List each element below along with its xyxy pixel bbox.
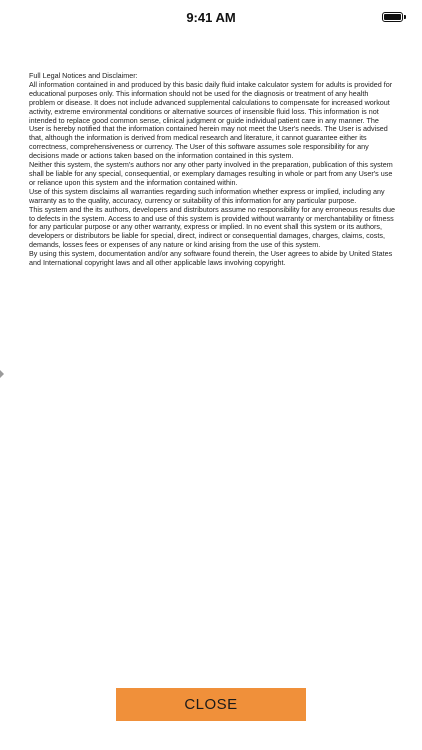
legal-paragraph: By using this system, documentation and/or any software found therein, the User agrees to abide by United States and International copyright laws and all other applicable laws involving copyright.	[29, 249, 393, 268]
battery-tip	[404, 15, 406, 19]
close-button[interactable]: CLOSE	[116, 688, 306, 721]
legal-paragraph: All information contained in and produced by this basic daily fluid intake calculator system for adults is provided for educational purposes only. This information should not be used for the diagnosis or treatment of any health problem or disease. It does not include advanced supplemental calculations to compensate for increased workout activity, extreme environmental conditions or alternative sources of insensible fluid loss. This information is not intended to replace good common sense, clinical judgment or guide individual patient care in any manner. The User is hereby notified that the information contained herein may not meet the User's needs. The User is advised that, although the information is derived from medical research and literature, it cannot guarantee either its correctness, comprehensiveness or currency. The User of this software assumes sole responsibility for any decisions made or actions taken based on the information contained in this system.	[29, 79, 393, 161]
legal-paragraph: Neither this system, the system's authors nor any other party involved in the preparation, publication of this system shall be liable for any special, consequential, or exemplary damages resulting in whole or part from any User's use or reliance upon this system and the information contained within.	[29, 160, 393, 187]
legal-paragraph: Use of this system disclaims all warranties regarding such information whether express or implied, including any warranty as to the quality, accuracy, currency or suitability of this information for any particular purpose.	[29, 186, 385, 205]
legal-paragraph: This system and the its authors, developers and distributors assume no responsibility for any erroneous results due to defects in the system. Access to and use of this system is provided without warranty or merchantability or fitness for any particular purpose or any other warranty, express or implied. In no event shall this system or its authors, developers or distributors be liable for special, direct, indirect or consequential damages, charges, claims, costs, demands, losses fees or expenses of any nature or kind arising from the use of this system.	[29, 204, 395, 250]
status-time: 9:41 AM	[186, 10, 236, 25]
edge-arrow-icon	[0, 370, 4, 378]
battery-full-icon	[382, 12, 408, 24]
battery-fill	[384, 14, 401, 20]
status-bar	[0, 0, 422, 36]
legal-title: Full Legal Notices and Disclaimer:	[29, 71, 138, 80]
legal-notice-text	[29, 72, 395, 268]
battery-body	[382, 12, 403, 22]
